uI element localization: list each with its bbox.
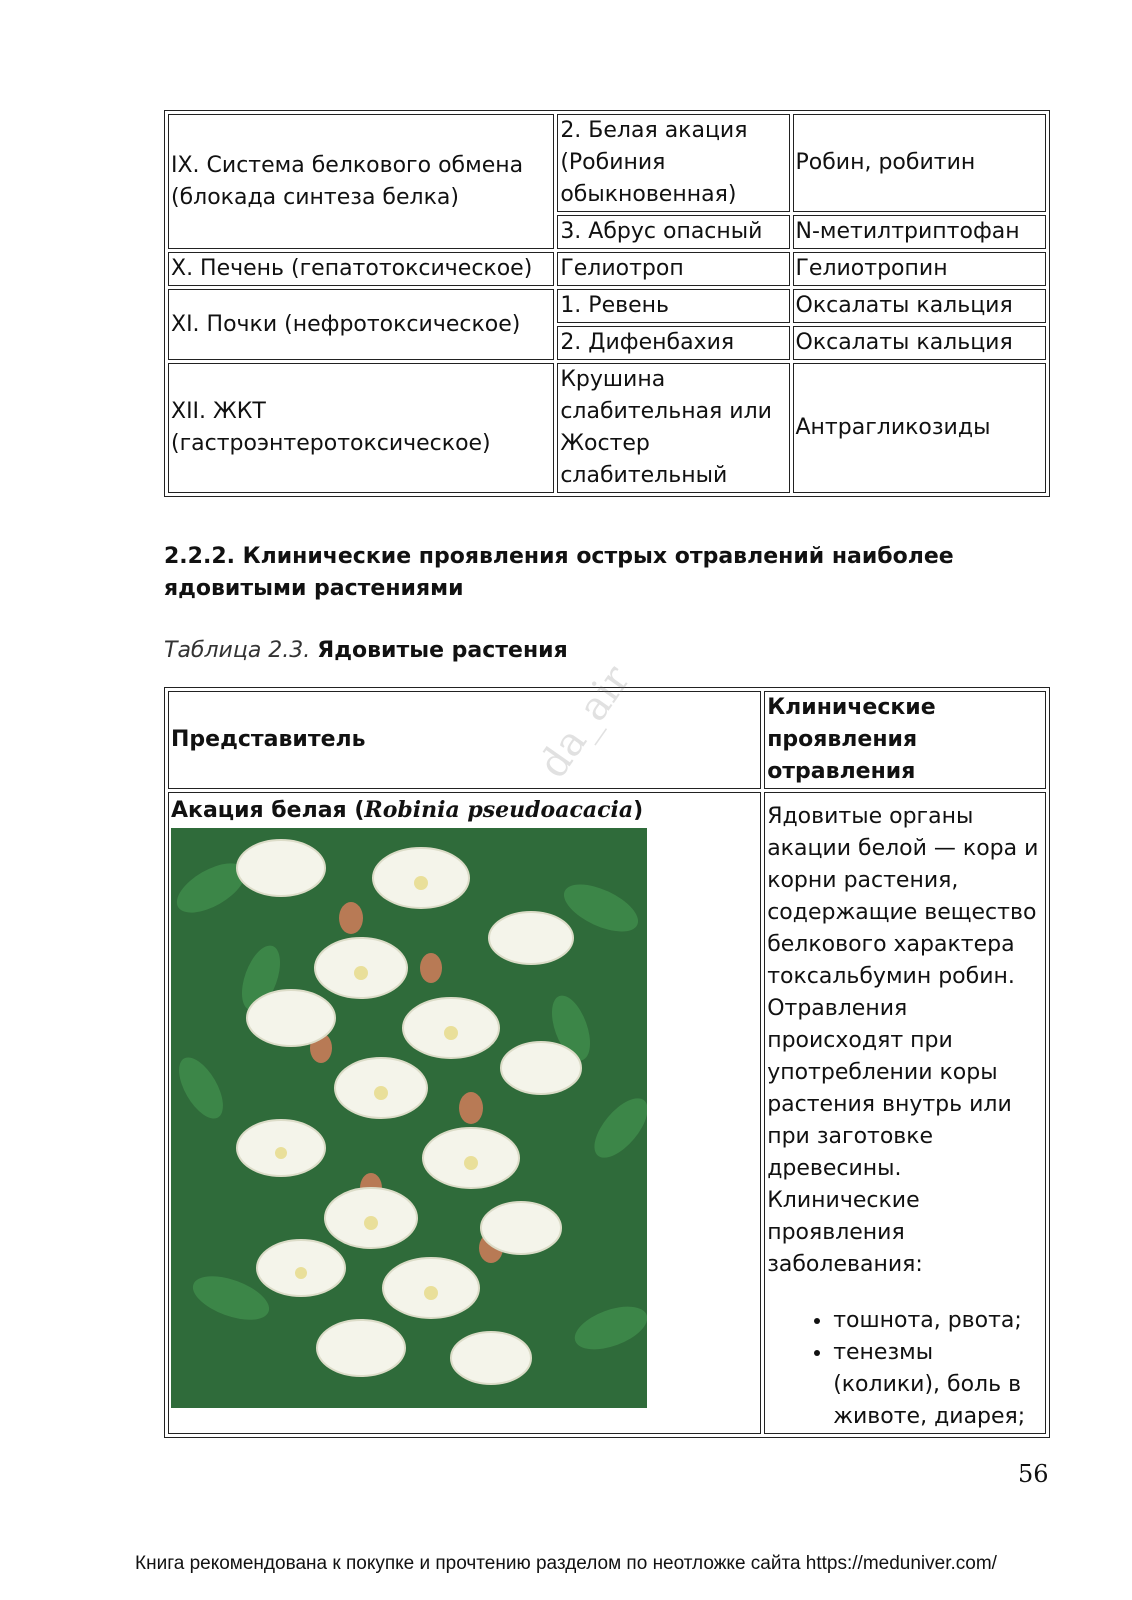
cell-organ-12: XII. ЖКТ (гастроэнтеротоксическое) — [168, 363, 554, 493]
list-item: • тенезмы (колики), боль в животе, диарея; — [833, 1337, 1043, 1433]
cell-plant-9b: 3. Абрус опасный — [557, 215, 789, 249]
species-name — [171, 795, 758, 826]
footer-note: Книга рекомендована к покупке и прочтению разделом по неотложке сайта https://meduniver.com/ — [135, 1553, 997, 1574]
cell-plant-10: Гелиотроп — [557, 252, 789, 286]
clinical-cell — [764, 792, 1046, 1434]
cell-organ-10: X. Печень (гепатотоксическое) — [168, 252, 554, 286]
cell-toxin-11a: Оксалаты кальция — [793, 289, 1047, 323]
cell-plant-11a: 1. Ревень — [557, 289, 789, 323]
representative-cell — [168, 792, 761, 1434]
species-latin: Robinia pseudoacacia — [364, 797, 634, 823]
cell-toxin-9a: Робин, робитин — [793, 114, 1047, 212]
species-name-ru: Акация белая ( — [171, 798, 365, 823]
header-clinical: Клинические проявления отравления — [764, 691, 1046, 789]
section-heading: 2.2.2. Клинические проявления острых отравлений наиболее ядовитыми растениями — [164, 544, 954, 601]
cell-plant-12: Крушина слабительная или Жостер слабительный — [557, 363, 789, 493]
symptom-list — [767, 1305, 1043, 1433]
cell-toxin-10: Гелиотропин — [793, 252, 1047, 286]
watermark: da_air — [530, 657, 640, 787]
cell-organ-11: XI. Почки (нефротоксическое) — [168, 289, 554, 360]
clinical-description: Ядовитые органы акации белой — кора и корни растения, содержащие вещество белкового характера токсальбумин робин. Отравления происходят при употреблении коры растения внутрь или при заготовке древесины. Клинические проявления заболевания: — [767, 804, 1039, 1277]
cell-toxin-11b: Оксалаты кальция — [793, 326, 1047, 360]
organ-toxin-table — [164, 110, 1050, 497]
list-item: • тошнота, рвота; — [833, 1305, 1043, 1337]
species-close: ) — [633, 798, 644, 823]
robinia-flower-photo — [171, 828, 647, 1408]
caption-number: Таблица 2.3. — [164, 638, 311, 663]
header-representative: Представитель — [168, 691, 761, 789]
cell-plant-11b: 2. Дифенбахия — [557, 326, 789, 360]
cell-plant-9a: 2. Белая акация (Робиния обыкновенная) — [557, 114, 789, 212]
page-number: 56 — [1018, 1460, 1049, 1488]
caption-title: Ядовитые растения — [317, 638, 568, 663]
cell-toxin-9b: N-метилтриптофан — [793, 215, 1047, 249]
cell-organ-9: IX. Система белкового обмена (блокада синтеза белка) — [168, 114, 554, 249]
poisonous-plants-table — [164, 687, 1050, 1438]
table-caption — [164, 635, 568, 667]
cell-toxin-12: Антрагликозиды — [793, 363, 1047, 493]
